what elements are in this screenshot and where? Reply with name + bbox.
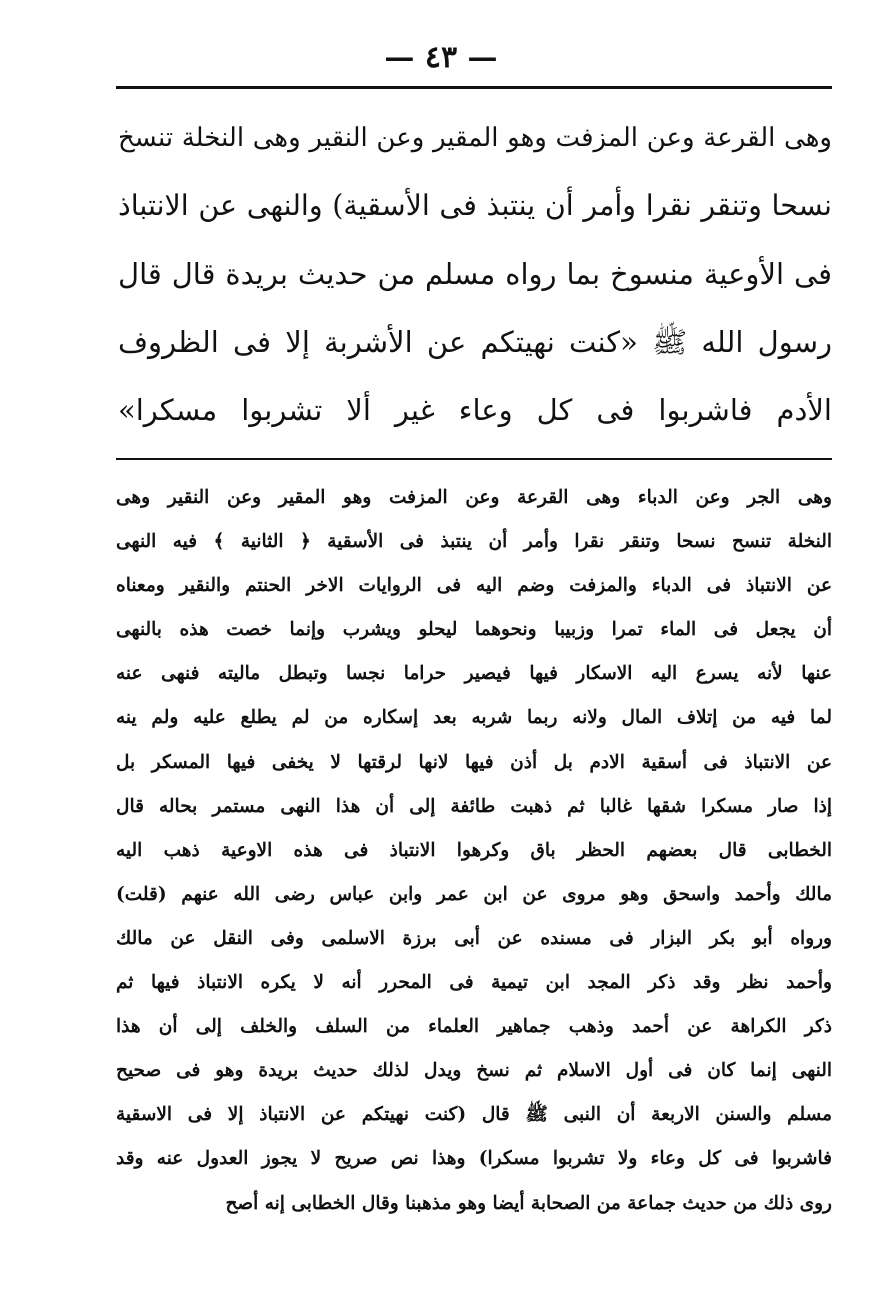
main-text-line: الأدم فاشربوا فى كل وعاء غير ألا تشربوا مسكرا» bbox=[118, 393, 832, 427]
commentary-line: لما فيه من إتلاف المال ولانه ربما شربه بعد إسكاره من لم يطلع عليه ولم ينه bbox=[116, 707, 832, 729]
commentary-line: النهى إنما كان فى أول الاسلام ثم نسخ ويدل لذلك حديث بريدة وهو فى صحيح bbox=[116, 1060, 832, 1082]
commentary-line: عن الانتباذ فى الدباء والمزفت وضم اليه فى الروايات الاخر الحنتم والنقير ومعناه bbox=[116, 575, 832, 597]
commentary-line: ورواه أبو بكر البزار فى مسنده عن أبى برزة الاسلمى وفى النقل عن مالك bbox=[116, 927, 832, 949]
main-text-line: رسول الله ﷺ «كنت نهيتكم عن الأشربة إلا فى الظروف bbox=[118, 325, 832, 359]
commentary-line: مسلم والسنن الاربعة أن النبى ﷺ قال (كنت نهيتكم عن الانتباذ إلا فى الاسقية bbox=[116, 1104, 832, 1126]
commentary-line: روى ذلك من حديث جماعة من الصحابة أيضا وهو مذهبنا وقال الخطابى إنه أصح bbox=[225, 1192, 832, 1214]
commentary-line: وهى الجر وعن الدباء وهى القرعة وعن المزفت وهو المقير وعن النقير وهى bbox=[116, 487, 832, 508]
main-text-block bbox=[118, 104, 832, 444]
commentary-block bbox=[116, 476, 832, 1226]
main-text-line: نسحا وتنقر نقرا وأمر أن ينتبذ فى الأسقية) والنهى عن الانتباذ bbox=[118, 189, 832, 222]
commentary-line: ذكر الكراهة عن أحمد وذهب جماهير العلماء من السلف والخلف إلى أن هذا bbox=[116, 1016, 832, 1038]
page-number: — ٤٣ — bbox=[384, 40, 498, 75]
section-divider bbox=[116, 458, 832, 460]
main-text-line: فى الأوعية منسوخ بما رواه مسلم من حديث بريدة قال قال bbox=[118, 257, 832, 291]
commentary-line: إذا صار مسكرا شقها غالبا ثم ذهبت طائفة إلى أن هذا النهى مستمر بحاله قال bbox=[116, 795, 832, 817]
main-text-line: وهى القرعة وعن المزفت وهو المقير وعن النقير وهى النخلة تنسخ bbox=[118, 123, 832, 153]
commentary-line: النخلة تنسح نسحا وتنقر نقرا وأمر أن ينتبذ فى الأسقية ﴿ الثانية ﴾ فيه النهى bbox=[116, 531, 832, 553]
commentary-line: عن الانتباذ فى أسقية الادم بل أذن فيها لانها لرقتها لا يخفى فيها المسكر بل bbox=[116, 751, 832, 773]
commentary-line: مالك وأحمد واسحق وهو مروى عن ابن عمر وابن عباس رضى الله عنهم (قلت) bbox=[116, 883, 832, 905]
commentary-line: عنها لأنه يسرع اليه الاسكار فيها فيصير حراما نجسا وتبطل ماليته فنهى عنه bbox=[116, 663, 832, 685]
commentary-line: أن يجعل فى الماء تمرا وزبيبا ونحوهما ليحلو ويشرب وإنما خصت هذه بالنهى bbox=[116, 619, 832, 641]
commentary-line: فاشربوا فى كل وعاء ولا تشربوا مسكرا) وهذا نص صريح لا يجوز العدول عنه وقد bbox=[116, 1148, 832, 1170]
header-rule bbox=[116, 86, 832, 89]
commentary-line: وأحمد نظر وقد ذكر المجد ابن تيمية فى المحرر أنه لا يكره الانتباذ فيها ثم bbox=[116, 972, 832, 994]
commentary-line: الخطابى قال بعضهم الحظر باق وكرهوا الانتباذ فى هذه الاوعية ذهب اليه bbox=[116, 839, 832, 861]
